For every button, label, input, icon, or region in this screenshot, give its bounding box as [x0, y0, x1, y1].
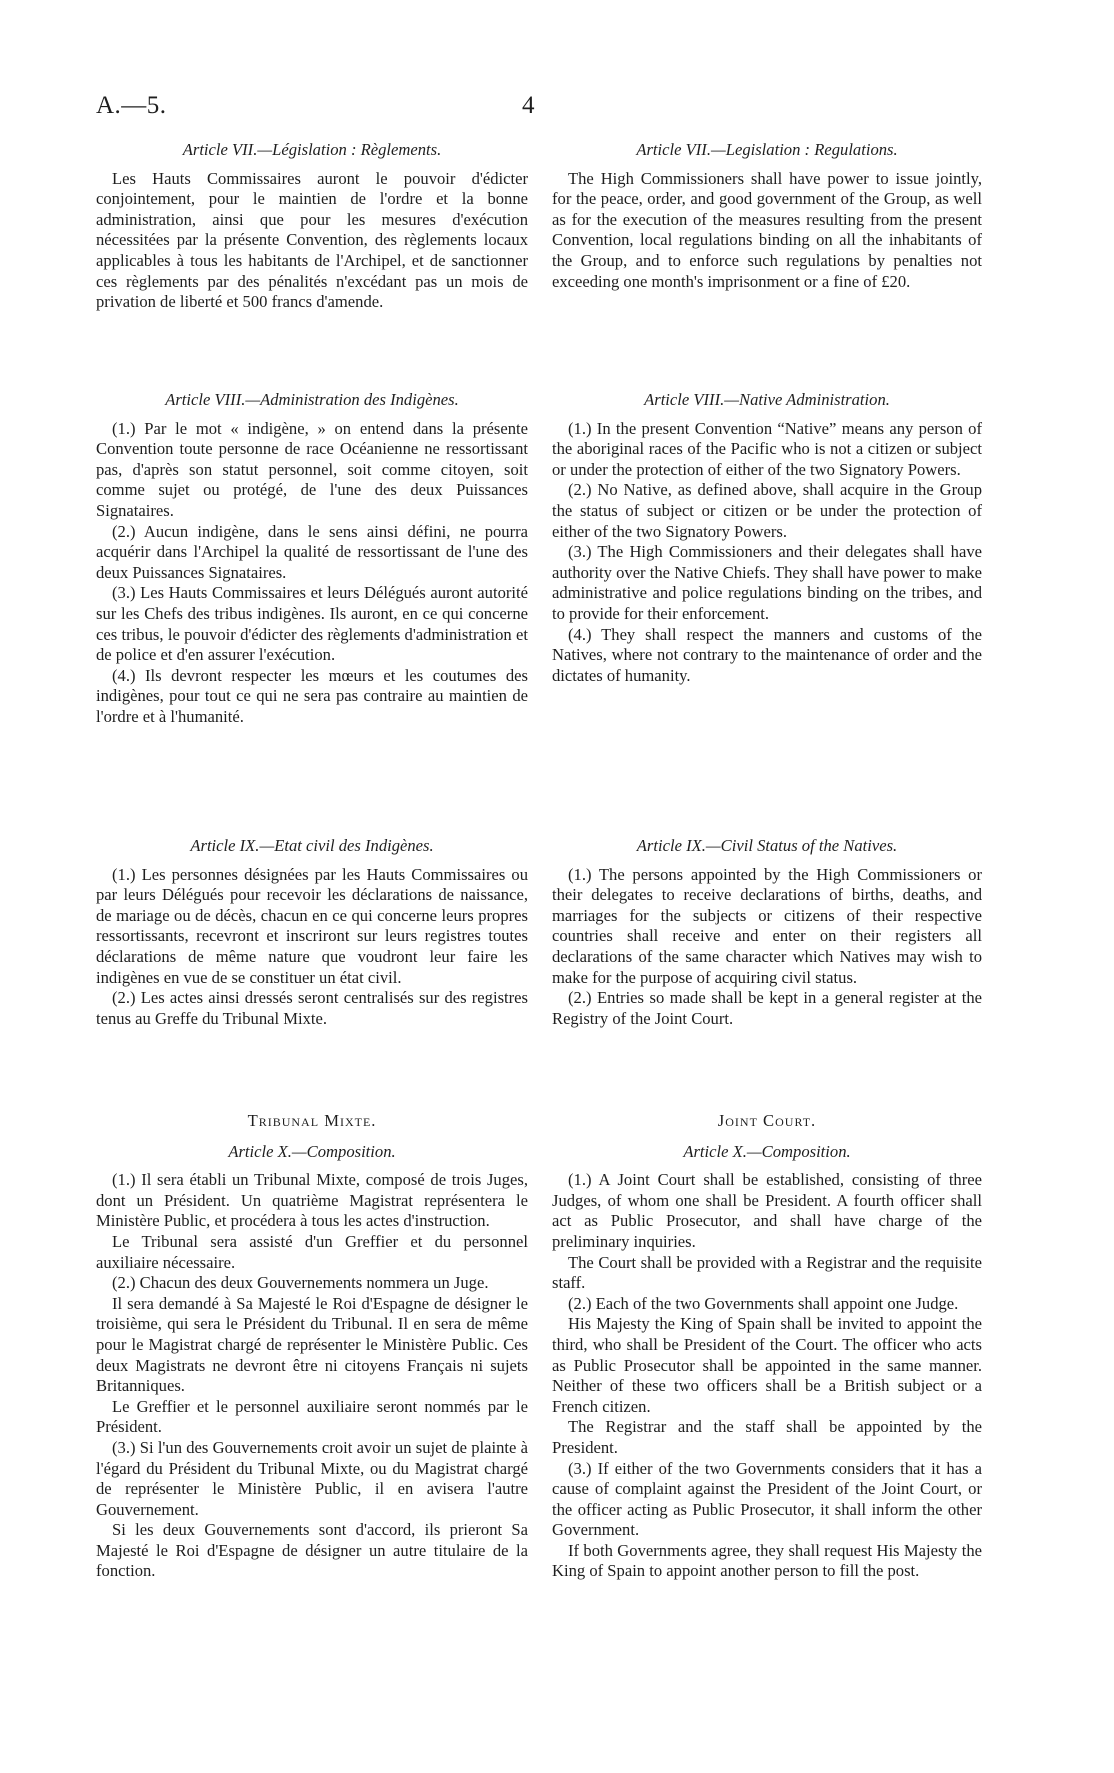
- paragraph: (3.) If either of the two Governments considers that it has a cause of complaint against the President of the Joint Court, or the officer acting as Public Prosecutor, it shall inform the other Government.: [552, 1458, 982, 1540]
- paragraph: (2.) Chacun des deux Gouvernements nommera un Juge.: [112, 1273, 489, 1293]
- paragraph: (1.) Les personnes désignées par les Hauts Commissaires ou par leurs Délégués pour recevoir les déclarations de naissance, de mariage ou de décès, chacun en ce qui concerne leurs propres ressortissants, recevront et inscriront sur leurs registres toutes déclarations de même nature que voudront leur faire les indigènes en vue de se constituer un état civil.: [96, 864, 528, 987]
- paragraph: (4.) Ils devront respecter les mœurs et les coutumes des indigènes, pour tout ce qui ne sera pas contraire au maintien de l'ordre et à l'humanité.: [96, 665, 528, 726]
- paragraph: (1.) Il sera établi un Tribunal Mixte, composé de trois Juges, dont un Président. Un quatrième Magistrat représentera le Ministère Public, et procédera à tous les actes d'instruction.: [96, 1170, 528, 1231]
- paragraph: Il sera demandé à Sa Majesté le Roi d'Espagne de désigner le troisième, qui sera le Président du Tribunal. Il en sera de même pour le Magistrat chargé de représenter le Ministère Public. Ces deux Magistrats ne devront être ni citoyens Français ni sujets Britanniques.: [96, 1293, 528, 1396]
- article-heading: Article VIII.—Native Administration.: [644, 390, 890, 409]
- paragraph: Si les deux Gouvernements sont d'accord, ils prieront Sa Majesté le Roi d'Espagne de désigner un autre titulaire de la fonction.: [96, 1520, 528, 1581]
- article-heading: Article VIII.—Administration des Indigènes.: [165, 390, 459, 409]
- article-9-fr: [96, 836, 528, 1084]
- paragraph: (3.) The High Commissioners and their delegates shall have authority over the Native Chiefs. They shall have power to make administrative and police regulations binding on the tribes, and to provide for their enforcement.: [552, 542, 982, 623]
- article-heading: Article IX.—Civil Status of the Natives.: [636, 836, 898, 855]
- article-9-en: [552, 836, 982, 1084]
- joint-court-section: [552, 1111, 982, 1582]
- tribunal-mixte-section: [96, 1111, 528, 1582]
- paragraph: (2.) Each of the two Governments shall appoint one Judge.: [568, 1293, 959, 1313]
- paragraph: (2.) Aucun indigène, dans le sens ainsi défini, ne pourra acquérir dans l'Archipel la qualité de ressortissant de l'une des deux Puissances Signataires.: [96, 521, 528, 582]
- paragraph: If both Governments agree, they shall request His Majesty the King of Spain to appoint another person to fill the post.: [552, 1540, 982, 1581]
- article-7-en: [552, 140, 982, 363]
- article-8-fr: [96, 390, 528, 809]
- paragraph: (2.) Entries so made shall be kept in a general register at the Registry of the Joint Court.: [552, 988, 982, 1028]
- section-title: Tribunal Mixte.: [247, 1111, 377, 1130]
- article-heading: Article VII.—Legislation : Regulations.: [636, 140, 898, 159]
- paragraph: (1.) The persons appointed by the High Commissioners or their delegates to receive declarations of births, deaths, and marriages for the subjects or citizens of their respective countries shall receive and enter on their registers all declarations of the same character which Natives may wish to make for the purpose of acquiring civil status.: [552, 864, 982, 987]
- french-column: [96, 140, 528, 1609]
- paragraph: The Court shall be provided with a Registrar and the requisite staff.: [552, 1252, 982, 1293]
- paragraph: (4.) They shall respect the manners and customs of the Natives, where not contrary to the maintenance of order and the dictates of humanity.: [552, 624, 982, 685]
- article-heading: Article IX.—Etat civil des Indigènes.: [190, 836, 434, 855]
- paragraph: His Majesty the King of Spain shall be invited to appoint the third, who shall be President of the Court. The officer who acts as Public Prosecutor shall be appointed in the same manner. Neither of these two officers shall be a British subject or a French citizen.: [552, 1314, 982, 1416]
- paragraph: (1.) A Joint Court shall be established, consisting of three Judges, of whom one shall be President. A fourth officer shall act as Public Prosecutor, and shall have charge of the preliminary inquiries.: [552, 1170, 982, 1251]
- document-reference: A.—5.: [96, 92, 167, 119]
- article-heading: Article X.—Composition.: [228, 1141, 396, 1161]
- paragraph: (3.) Si l'un des Gouvernements croit avoir un sujet de plainte à l'égard du Président du Tribunal Mixte, ou du Magistrat chargé de représenter le Ministère Public, il en avisera l'autre Gouvernement.: [96, 1437, 528, 1519]
- page-number: 4: [522, 92, 535, 119]
- paragraph: (2.) Les actes ainsi dressés seront centralisés sur des registres tenus au Greffe du Tribunal Mixte.: [96, 988, 528, 1028]
- paragraph: (2.) No Native, as defined above, shall acquire in the Group the status of subject or citizen or be under the protection of either of the two Signatory Powers.: [552, 480, 982, 541]
- paragraph: (3.) Les Hauts Commissaires et leurs Délégués auront autorité sur les Chefs des tribus indigènes. Ils auront, en ce qui concerne ces tribus, le pouvoir d'édicter des règlements d'administration et de police et d'en assurer l'exécution.: [96, 583, 528, 665]
- page-header: [96, 92, 1018, 132]
- article-heading: Article X.—Composition.: [683, 1141, 851, 1161]
- paragraph: Les Hauts Commissaires auront le pouvoir d'édicter conjointement, pour le maintien de l'ordre et la bonne administration, ainsi que pour les mesures d'exécution nécessitées par la présente Convention, des règlements locaux applicables à tous les habitants de l'Archipel, et de sanctionner ces règlements par des pénalités n'excédant pas un mois de privation de liberté et 500 francs d'amende.: [96, 168, 528, 312]
- paragraph: The High Commissioners shall have power to issue jointly, for the peace, order, and good government of the Group, as well as for the execution of the measures resulting from the present Convention, local regulations binding on all the inhabitants of the Group, and to enforce such regulations by penalties not exceeding one month's imprisonment or a fine of £20.: [552, 168, 982, 291]
- english-column: [552, 140, 982, 1609]
- paragraph: The Registrar and the staff shall be appointed by the President.: [552, 1417, 982, 1457]
- article-8-en: [552, 390, 982, 809]
- section-title: Joint Court.: [717, 1111, 817, 1130]
- article-heading: Article VII.—Législation : Règlements.: [182, 140, 442, 159]
- paragraph: (1.) Par le mot « indigène, » on entend dans la présente Convention toute personne de race Océanienne ne ressortissant pas, d'après son statut personnel, soit comme citoyen, soit comme sujet ou protégé, de l'une des deux Puissances Signataires.: [96, 418, 528, 520]
- paragraph: Le Tribunal sera assisté d'un Greffier et du personnel auxiliaire nécessaire.: [96, 1231, 528, 1272]
- paragraph: (1.) In the present Convention “Native” means any person of the aboriginal races of the Pacific who is not a citizen or subject or under the protection of either of the two Signatory Powers.: [552, 418, 982, 479]
- paragraph: Le Greffier et le personnel auxiliaire seront nommés par le Président.: [96, 1396, 528, 1437]
- article-7-fr: [96, 140, 528, 363]
